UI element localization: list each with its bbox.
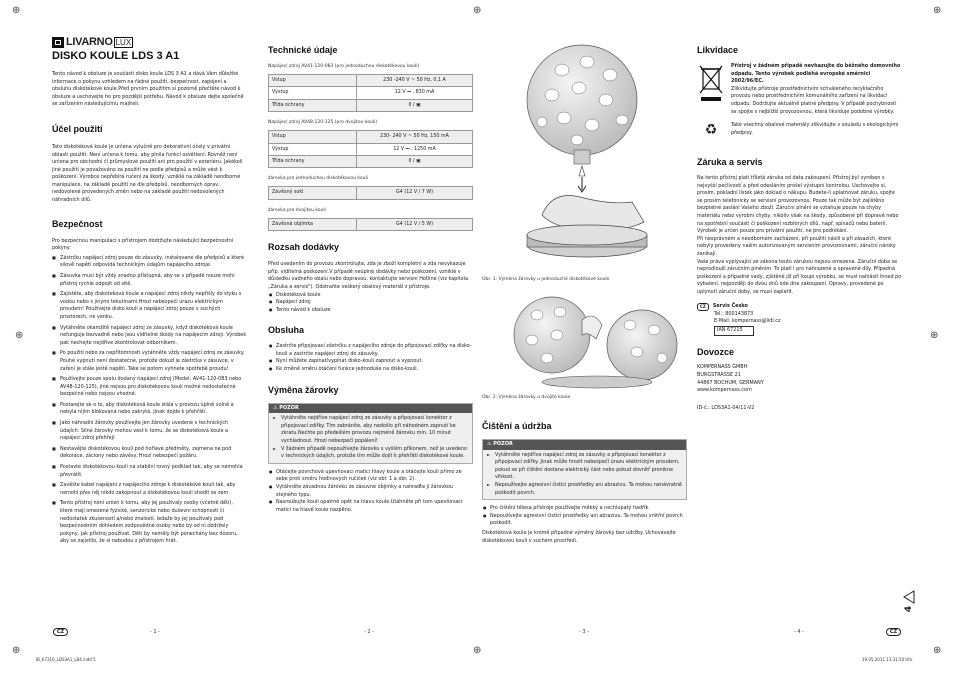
registration-mark-icon: ⊕ <box>12 5 21 16</box>
warning-box <box>268 403 473 464</box>
figure-1-image <box>482 40 687 272</box>
service-phone: Tel.: 800143873 <box>714 310 754 317</box>
intro-text: Tento návod k obsluze je součástí disko koule LDS 3 A1 a dává Vám důležité informace o pokynu vzhledem na řádné použití, bezpečnost, zapojení a obsluhu diskotékové koule.Před prvním použitím si pozorně přečtěte návod k obsluze a uschovejte ho pro pozdější potřebu. Návod k obsluze dejte společně se zařízením následujícímu majiteli. <box>52 71 244 108</box>
warranty-text: Na tento přístroj platí tříletá záruka od data zakoupení. Přístroj byl vyroben s nejvyšší pečlivostí a před odesláním prošel výstupní kontrolou. Uschovejte si, prosím, pokladní lístek jako doklad o nákupu. Budete-li uplatňovat záruku, spojte se prosím telefonicky se servisní provozovnou. Pouze tak může být zajištěno bezplatné zaslání Vašeho zboží. Záruční plnění se vztahuje pouze na chyby materiálu nebo výrobní chyby, nikoliv však na škody, způsobené při dopravě nebo na spotřební součásti či poškození rozbitných dílů, např. spínačů nebo baterií. Výrobek je určen pouze pro privátní použití, ne pro podnikání. <box>697 175 899 235</box>
cz-badge: CZ <box>697 303 709 311</box>
section-title-disposal: Likvidace <box>697 45 739 55</box>
section-title-scope: Rozsah dodávky <box>268 242 340 253</box>
section-title-safety: Bezpečnost <box>52 218 103 229</box>
list-item: ■ Tento přístroj není určen k tomu, aby jej používaly osoby (včetně dětí), které mají omezené fyzické, senzorické nebo duševní schopnosti či nedostatek zkušeností a/nebo znalostí, ledaže by jej používaly pod bezpečnostním dohledem zodpovědné osoby nebo by od ní obdržely pokyny, jak přístroj používat. Děti by neměly být ponechány bez dozoru, aby se zajistilo, že si nebudou s přístrojem hrát. <box>52 500 247 546</box>
tech-caption: Napájecí zdroj AV48-120-125 (pro dvojitou kouli) <box>268 120 378 126</box>
list-item: ■ Po použití nebo za nepřítomnosti vytáhněte vždy napájecí zdroj ze zásuvky. Pouhé vypnutí není dostatečné, protože dokud je zástrčka v zásuvce, v zaření je stále ještě napětí. Také se potom vyhnete spotřebě proudu! <box>52 350 247 373</box>
list-item: ■ Používejte pouze spolu dodaný napájecí zdroj (Model: AV41-120-083 nebo AV48-120-125), jiné nejsou pro diskotékovou kouli možné nedostatečné bezpečné nebo nejsou vhodné. <box>52 376 247 399</box>
page-number: - 3 - <box>579 629 589 635</box>
brand-name: LIVARNO <box>66 36 113 48</box>
tech-table <box>268 74 473 112</box>
brand-logo <box>52 36 133 48</box>
list-item: ● Otáčejte povrchová upevňovací matici hlavy koule a otáčejte kouli přímo ze sebe proti směru hodinových ručiček (viz obr. 1 a obr. 2). <box>268 469 473 484</box>
table-cell: Vstup <box>269 74 357 86</box>
page-title: DISKO KOULE LDS 3 A1 <box>52 50 180 62</box>
section-title-bulb: Výměna žárovky <box>268 384 339 395</box>
table-cell: 12 V ⎓ , 1250 mA <box>357 143 473 155</box>
safety-list <box>52 255 247 546</box>
document-id: ID-č.: LDS3A1-04/11-V2 <box>697 404 755 411</box>
warning-icon: ⚠ <box>487 440 494 447</box>
table-cell: 12 V ⎓ , 830 mA <box>357 87 473 99</box>
section-title-warranty: Záruka a servis <box>697 157 763 168</box>
language-badge: CZ <box>886 628 901 636</box>
disposal-text: Zlikvidujte přístroje prostřednictvím schváleného recyklačního provozu nebo prostřednictvím komunálního zařízení na likvidaci odpadu. Dodržujte aktuálně platné předpisy. V případě pochybností se spojte s nejbližší provozovnou, která likviduje podobné výrobky. <box>731 85 897 115</box>
manufacturer-line: www.kompernass.com <box>697 387 752 394</box>
list-item: ● Nasroubujte kouli opatrně opět na hlavu koule.Utáhněte při tom upevňovací matici na hlavě koule nazpěno. <box>268 499 473 514</box>
manufacturer-line: KOMPERNASS GMBH <box>697 364 748 371</box>
list-item: ■ Zajistěte, aby diskoteková koule a napájecí zdroj nikdy nepřišly do styku s vodou nebo s jinými tekutinami.Hrozí nebezpečí úrazu elektrickým proudem! Používejte disko kouli a napájecí zdroj pouze v suchých prostorech, ne venku. <box>52 291 247 321</box>
list-item: ■ Zavěšte kabel napájení z napájecího zdroje k diskotékové kouli tak, aby nemohl přes něj nikdo zakopnout a diskotékovou kouli shodit se zem. <box>52 482 247 497</box>
list-item: ● Nyní můžete zapínat/vypínat disko-kouli zapnout a vypnout. <box>268 358 473 366</box>
registration-mark-icon: ⊕ <box>15 330 24 341</box>
table-cell: Vstup <box>269 131 357 143</box>
table-cell: G4 (12 V / 5 W) <box>357 218 473 230</box>
list-item: ■ Vytáhněte okamžitě napájecí zdroj ze zásuvky, když diskotéková koule nefunguje bezvadně nebo jsou viditelné škody na napájecím zdroji. Výrobek pak nechejte nejdříve zkontrolovat odborníkem. <box>52 325 247 348</box>
language-badge: CZ <box>53 628 68 636</box>
recycle-icon: ♻ <box>704 122 718 139</box>
ian-box: IAN 67215 <box>714 326 754 336</box>
warning-icon: ⚠ <box>273 404 280 411</box>
list-item: ■ Postarejte se o to, aby diskotéková koule stála v provozu úplně volně a nebyla nijim blokovaná nebo zakrytá. Jinak dojde k přehřátí. <box>52 402 247 417</box>
service-email: E-Mail: kompernass@lidl.cz <box>714 318 781 325</box>
page-number: - 4 - <box>794 629 804 635</box>
list-item: ● Nepoužívejte agresivní čisticí prostředky ani abrazivu. Ta mohou vnitřní povrch poškodit. <box>482 513 687 528</box>
print-info-right: 19.05.2011 13:31:50 Uhr <box>862 657 913 662</box>
section-title-operation: Obsluha <box>268 325 305 336</box>
table-cell: Výstup <box>269 143 357 155</box>
warranty-text: Vaše práva vyplývající ze zákona touto zárukou nejsou omezena. Záruční doba se neprodlouží záručním plněním. To platí i pro nahrazené a opravené díly. Případná poškození a případné vady, zjištěné již při koupi výrobku, se musí nahlásit ihned po vybalení, nejpozději do dvou dnů ode dne zakoupení. Opravy, provedené po uplynutí záruční doby, se musí zaplatit. <box>697 258 902 295</box>
page-number: - 1 - <box>150 629 160 635</box>
tech-table <box>268 130 473 168</box>
page-number: - 2 - <box>364 629 374 635</box>
manufacturer-line: BURGSTRASSE 21 <box>697 372 741 379</box>
list-item: ■ Jako náhradní žárovky používejte jen žárovky uvedené v technických údajích. Silné žárovky mohou vést k tomu, že se diskotéková koule a napájecí zdroj přehřejí. <box>52 420 247 443</box>
warning-label: POZOR <box>279 404 299 411</box>
warning-item: ► Nepoužívejte agresivní čisticí prostředky ani abrazivu. Ta mohou nenávratně poškodit povrch. <box>487 482 682 497</box>
disposal-bold-text: Přístroj v žádném případě nevhazujte do běžného domovního odpadu. Tento výrobek podléhá evropské směrnici 2002/96/EC. <box>731 62 901 85</box>
table-cell: Výstup <box>269 87 357 99</box>
list-item: ● Vytáhněte závadnou žárovku ze zásuvné objímky a nahraďte ji žárovkou stejného typu. <box>268 484 473 499</box>
logo-house-icon <box>52 37 64 48</box>
warning-item: ► Vytáhněte nejdříve napájecí zdroj ze zásuvky a připojovací konektor z připojovací zdířky. Jinak může hrozit nebezpečí úrazu elektrickým proudem, pokud se při čištění dostane elektrický část nebo pokud dovnitř pronikne vlhkost. <box>487 452 682 482</box>
table-cell: 230- 240 V ~ 50 Hz, 150 mA <box>357 131 473 143</box>
table-cell: Závěsná objímka <box>269 218 357 230</box>
list-item: ● Ke změně směru otáčení funkce jednoduše na disko-kouli. <box>268 366 473 374</box>
use-text: Tato diskotéková koule je určena výlučně pro dekorativní účely v privátní oblasti použití. Není určena k tomu, aby plnila funkci osvětlení. Rovněž není určena pro obchodní či průmyslové použití ani pro použití v exteriéru. Jakékoli jiné použití je považováno za použití ne podle předpisů a může vést k poškození. Výrobce nepřebírá ručení za škody, vzniklé na základě neodborné manipulace, na základě použití ne dle předpisů, neodborných oprav, nedovolené provedených změn nebo na základě použití nedovolených náhradních dílů. <box>52 143 243 204</box>
list-item: ■ Zástrčku napájecí zdroj pouze do zásuvky, instalované dle předpisů a které silově napětí odpovídá technickým údajům napájecího zdroje. <box>52 255 247 270</box>
warning-box <box>482 439 687 500</box>
tech-table <box>268 186 473 199</box>
table-cell: Závěsný sokl <box>269 187 357 199</box>
brand-suffix: LUX <box>115 37 132 47</box>
cleaning-text: Diskotéková koule je kromě případné výměny žárovky bez údržby. Uchovávejte diskotékovou kouli v suchém prostředí. <box>482 530 676 544</box>
manufacturer-line: 44867 BOCHUM, GERMANY <box>697 379 764 386</box>
safety-intro: Pro bezpečnou manipulaci s přístrojem dodržujte následující bezpečnostní pokyny: <box>52 237 234 252</box>
warning-item: ► V žádném případě nepoužívejte žárovku s vyšším příkonem, než je uvedeno v technických údajích, protože tím může dojít k přehřátí diskotékové koule. <box>273 446 468 461</box>
tech-caption: žárovka pro jednoduchou diskotékovou kouli <box>268 176 368 182</box>
section-title-use: Účel použití <box>52 123 103 134</box>
list-item: ■ Zásuvka musí být vždy snadno přístupná, aby se v případě nouze mohl přístroj rychle odpojit od sítě. <box>52 273 247 288</box>
list-item: ■ Postavte diskotékovou kouli na stabilní rovný podklad tak, aby se nemohla převrátit. <box>52 464 247 479</box>
registration-mark-icon: ⊕ <box>12 645 21 656</box>
tech-caption: Napájecí zdroj AV41-120-083 (pro jednoduchou diskotékovou kouli) <box>268 63 420 69</box>
table-cell: II / ▣ <box>357 99 473 111</box>
registration-mark-icon: ⊕ <box>473 5 482 16</box>
warranty-text: Při nesprávném a neodborném zacházení, při použití násilí a při zásazích, které nebyly provedeny naším autorizovaným servisním provozovnami, záruční nároky zanikají. <box>697 235 896 257</box>
packaging-text: Také všechny obalové materiály zlikvidujte v souladu s ekologickými předpisy. <box>731 122 899 136</box>
registration-mark-icon: ⊕ <box>473 645 482 656</box>
table-cell: Třída ochrany <box>269 99 357 111</box>
section-title-cleaning: Čištění a údržba <box>482 421 552 431</box>
registration-mark-icon: ⊕ <box>930 330 939 341</box>
table-cell: II / ▣ <box>357 155 473 167</box>
list-item: ■ Nestavějte diskotékovou kouli pod hořlavé předměty, zejména ne pod dekorace, záclony nebo závěsy. Hrozí nebezpečí požáru. <box>52 446 247 461</box>
figure-2-image <box>482 290 687 390</box>
service-label: Servis Česko <box>712 302 748 309</box>
section-title-manufacturer: Dovozce <box>697 346 735 357</box>
page-marker <box>903 590 915 614</box>
table-cell: G4 (12 V / 7 W) <box>357 187 473 199</box>
registration-mark-icon: ⊕ <box>933 645 942 656</box>
figure-1-caption: Obr. 1: Výměna žárovky u jednoduché diskotékové koule <box>482 277 610 282</box>
weee-bin-icon <box>697 63 725 116</box>
list-item: ● Napájecí zdroj <box>268 299 473 307</box>
list-item: ● Zastrčte připojovací zástrčku z napájecího zdroje do připojovací zdířky na disko-kouli a zastrčte napájecí zdroj do zásuvky. <box>268 343 473 358</box>
table-cell: 230 -240 V ~ 50 Hz, 0,1 A <box>357 74 473 86</box>
print-info-left: IB_67316_LDS3A1_LB4.indd 5 <box>36 657 96 662</box>
section-title-tech: Technické údaje <box>268 45 338 55</box>
list-item: ● Tento návod k obsluze <box>268 307 473 315</box>
warning-label: POZOR <box>493 440 513 447</box>
table-cell: Třída ochrany <box>269 155 357 167</box>
list-item: ● Pro čištění tělesa přístroje používejte měkký a nechlupatý hadřík. <box>482 505 687 513</box>
page-marker-number: 4 <box>903 605 914 613</box>
registration-mark-icon: ⊕ <box>933 5 942 16</box>
figure-2-caption: Obr. 2: Výměna žárovky u dvojité koule <box>482 395 571 400</box>
warning-item: ► Vytáhněte nejdříve napájecí zdroj ze zásuvky a připojovací konektor z připojovací zdířky. Tím zabráníte, aby nedošlo při náhodném zapnutí ke zkratu.Nechte po předešlém provozu nejméně žárovku min. 10 minut vychladnout. Hrozí nebezpečí popálení! <box>273 415 468 445</box>
list-item: ● Diskotéková koule <box>268 292 473 300</box>
scope-text: Před uvedením do provozu zkontrolujte, zda je zboží kompletní a zda nevykazuje příp. viditelná poškození.V případě neúplné dodávky nebo poškození, vzniklé v důsledku vadného obalu nebo dopravou, kontaktujte servisní Hotline (viz kapitola „Záruka a servis"). Odstraňte veškerý obalový materiál z přístroje. <box>268 261 468 290</box>
triangle-icon <box>903 590 915 604</box>
tech-table <box>268 218 473 231</box>
tech-caption: žárovka pro dvojitou kouli <box>268 207 326 213</box>
